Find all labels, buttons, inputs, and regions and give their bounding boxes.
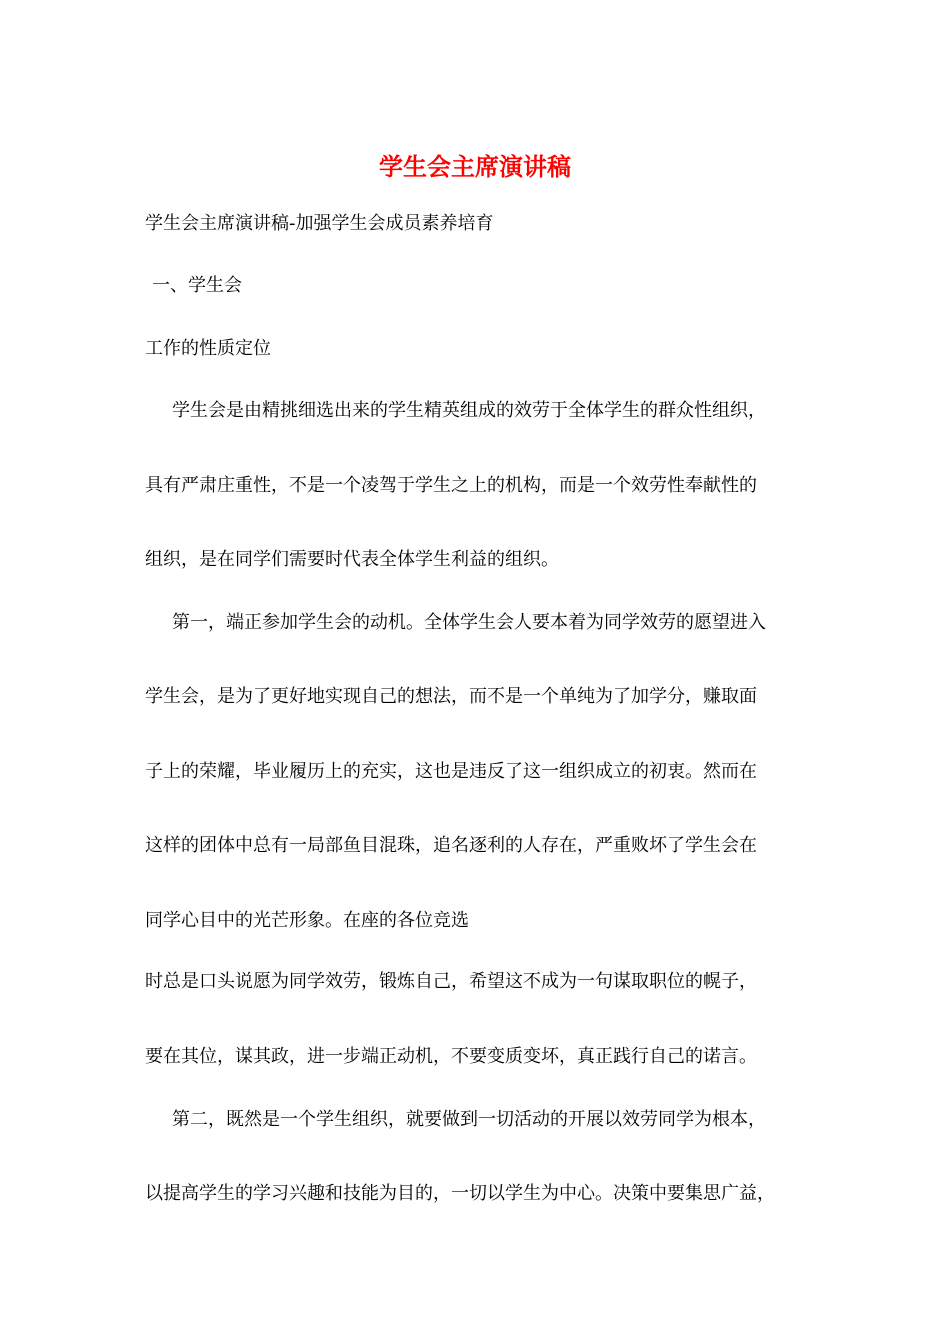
paragraph-line: 子上的荣耀，毕业履历上的充实，这也是违反了这一组织成立的初衷。然而在 — [145, 761, 757, 782]
paragraph-line: 组织，是在同学们需要时代表全体学生利益的组织。 — [145, 549, 559, 570]
section-heading: 一、学生会 — [152, 275, 242, 296]
paragraph-line: 学生会，是为了更好地实现自己的想法，而不是一个单纯为了加学分，赚取面 — [145, 686, 757, 707]
paragraph-line: 同学心目中的光芒形象。在座的各位竞选 — [145, 910, 469, 931]
paragraph-line: 时总是口头说愿为同学效劳，锻炼自己，希望这不成为一句谋取职位的幌子， — [145, 971, 757, 992]
paragraph-line: 以提高学生的学习兴趣和技能为目的，一切以学生为中心。决策中要集思广益， — [145, 1183, 775, 1204]
paragraph-line: 第二，既然是一个学生组织，就要做到一切活动的开展以效劳同学为根本， — [172, 1109, 766, 1130]
document-title: 学生会主席演讲稿 — [379, 153, 571, 181]
paragraph-line: 这样的团体中总有一局部鱼目混珠，追名逐利的人存在，严重败坏了学生会在 — [145, 835, 757, 856]
document-subtitle: 学生会主席演讲稿-加强学生会成员素养培育 — [145, 213, 494, 234]
paragraph-line: 学生会是由精挑细选出来的学生精英组成的效劳于全体学生的群众性组织， — [172, 400, 766, 421]
paragraph-line: 第一，端正参加学生会的动机。全体学生会人要本着为同学效劳的愿望进入 — [172, 612, 766, 633]
section-subheading: 工作的性质定位 — [145, 338, 271, 359]
paragraph-line: 要在其位，谋其政，进一步端正动机，不要变质变坏，真正践行自己的诺言。 — [145, 1046, 757, 1067]
paragraph-line: 具有严肃庄重性，不是一个凌驾于学生之上的机构，而是一个效劳性奉献性的 — [145, 475, 757, 496]
